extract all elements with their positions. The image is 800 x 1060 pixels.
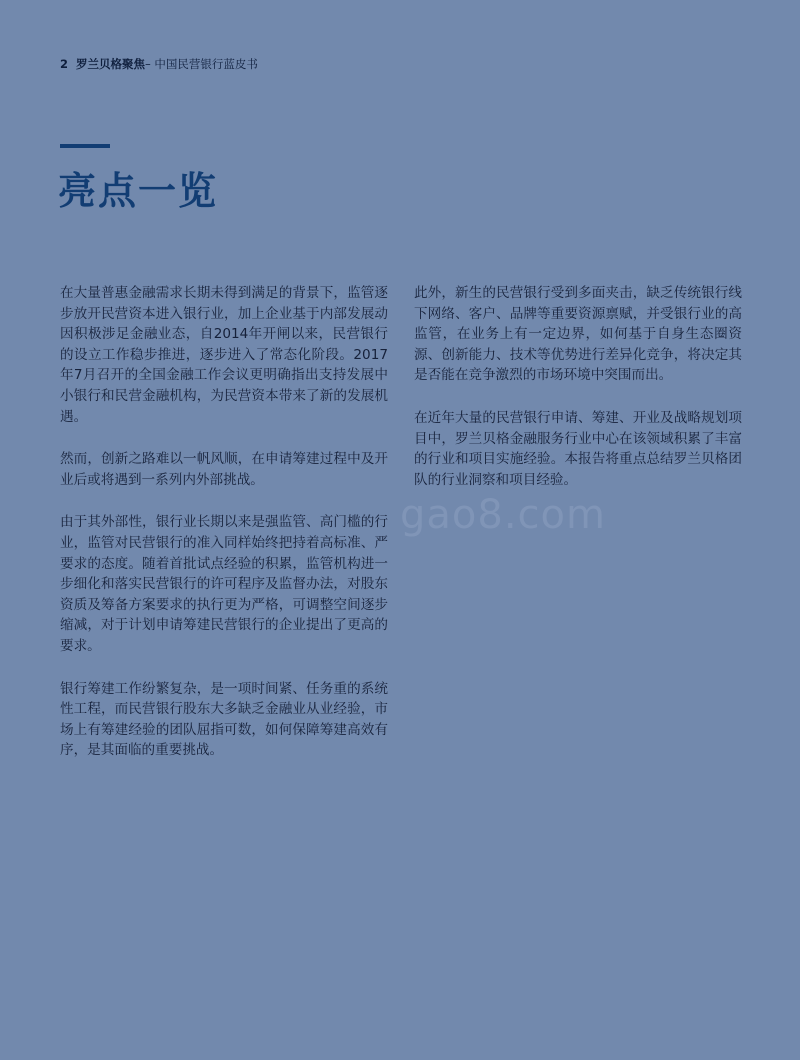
paragraph: 由于其外部性，银行业长期以来是强监管、高门槛的行业，监管对民营银行的准入同样始终把持着高标准、严要求的态度。随着首批试点经验的积累，监管机构进一步细化和落实民营银行的许可程序及监督办法，对股东资质及筹备方案要求的执行更为严格，可调整空间逐步缩减，对于计划申请筹建民营银行的企业提出了更高的要求。 xyxy=(60,514,388,654)
left-text-column xyxy=(60,283,388,783)
paragraph: 在近年大量的民营银行申请、筹建、开业及战略规划项目中，罗兰贝格金融服务行业中心在该领域积累了丰富的行业和项目实施经验。本报告将重点总结罗兰贝格团队的行业洞察和项目经验。 xyxy=(414,409,742,488)
title-accent-rule xyxy=(60,144,110,148)
page-title: 亮点一览 xyxy=(58,169,219,213)
paragraph: 在大量普惠金融需求长期未得到满足的背景下，监管逐步放开民营资本进入银行业，加上企业基于内部发展动因积极涉足金融业态，自2014年开闸以来，民营银行的设立工作稳步推进，逐步进入了常态化阶段。2017年7月召开的全国金融工作会议更明确指出支持发展中小银行和民营金融机构，为民营资本带来了新的发展机遇。 xyxy=(60,285,388,425)
running-header xyxy=(60,56,258,72)
header-brand: 罗兰贝格聚焦 xyxy=(76,57,146,71)
watermark-text: gao8.com xyxy=(400,492,606,538)
paragraph: 此外，新生的民营银行受到多面夹击，缺乏传统银行线下网络、客户、品牌等重要资源禀赋，并受银行业的高监管，在业务上有一定边界，如何基于自身生态圈资源、创新能力、技术等优势进行差异化竞争，将决定其是否能在竞争激烈的市场环境中突围而出。 xyxy=(414,285,742,384)
paragraph: 银行筹建工作纷繁复杂，是一项时间紧、任务重的系统性工程，而民营银行股东大多缺乏金融业从业经验，市场上有筹建经验的团队屈指可数，如何保障筹建高效有序，是其面临的重要挑战。 xyxy=(60,680,388,759)
right-text-column xyxy=(414,283,742,512)
page-number: 2 xyxy=(60,57,69,71)
paragraph: 然而，创新之路难以一帆风顺，在申请筹建过程中及开业后或将遇到一系列内外部挑战。 xyxy=(60,451,388,488)
header-subtitle: – 中国民营银行蓝皮书 xyxy=(145,57,258,71)
